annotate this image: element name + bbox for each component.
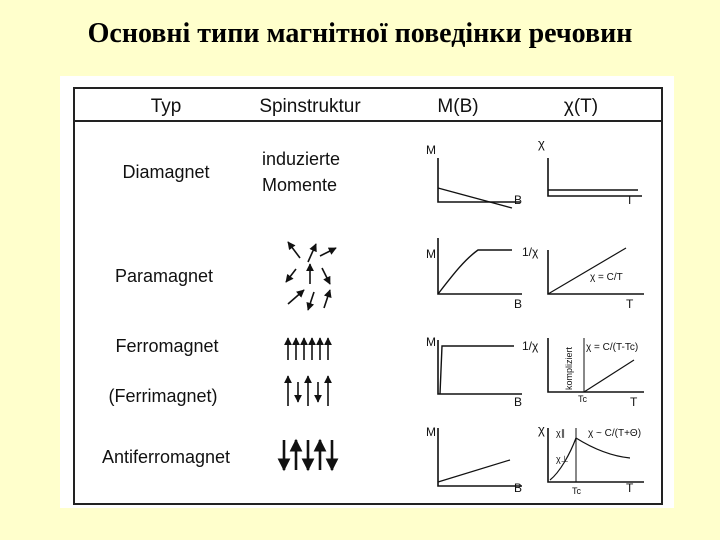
plot-curve [438,250,512,294]
antiferromagnet-spin-arrows [284,440,332,470]
axis-label-t: T [626,481,634,495]
ferromagnet-spin-arrows [288,338,328,360]
axis-label-m: M [426,143,436,157]
paramagnet-chit-plot [522,245,644,311]
spin-arrow [308,292,314,310]
ferrimagnet-spin-arrows [288,376,328,406]
spin-induced-line1: induzierte [262,149,341,169]
header-typ: Typ [150,96,182,117]
curie-weiss-curve [576,438,630,458]
antiferromagnet-mb-plot [426,425,522,495]
kompliziert-label: kompliziert [564,346,574,390]
tc-label: Tc [572,486,581,496]
axis-label-inv-chi: 1/χ [522,245,539,259]
spin-arrow [320,248,336,256]
header-chit: χ(T) [563,96,599,117]
header-spinstruktur: Spinstruktur [259,96,361,117]
axis-label-b: B [514,481,523,495]
axis-label-t: T [626,193,634,207]
type-diamagnet: Diamagnet [122,162,210,182]
type-ferromagnet: Ferromagnet [115,336,219,356]
spin-arrow [322,268,330,284]
spin-arrow [288,290,304,304]
axis-label-m: M [426,425,436,439]
plot-curve [438,460,510,482]
axis-label-chi: χ [538,136,545,151]
paramagnet-spin-arrows [286,242,336,310]
axis-label-m: M [426,247,436,261]
type-ferrimagnet: (Ferrimagnet) [108,386,218,406]
plot-curve [438,188,512,208]
ferromagnet-mb-plot [426,335,522,409]
curie-weiss-label: χ = C/(T-Tc) [586,342,639,353]
type-antiferromagnet: Antiferromagnet [101,447,231,467]
header-mb: M(B) [437,96,479,117]
diamagnet-mb-plot [426,143,522,208]
plot-axes [438,340,522,394]
axis-label-b: B [514,297,523,311]
spin-arrow [288,242,300,258]
axis-label-chi: χ [538,422,545,437]
tc-label: Tc [578,394,587,404]
spin-arrow [324,290,330,308]
diamagnet-chit-plot [538,136,642,207]
axis-label-t: T [626,297,634,311]
spin-induced-line2: Momente [262,175,338,195]
slide-title: Основні типи магнітної поведінки речовин [87,18,633,49]
magnetism-table-svg [60,76,674,508]
axis-label-b: B [514,193,523,207]
axis-label-inv-chi: 1/χ [522,339,539,353]
spin-arrow [286,269,296,282]
spin-arrow [308,244,316,262]
chi-perp-label: χ⊥ [556,454,569,464]
plot-axes [438,238,522,294]
magnetism-table [60,76,674,508]
chi-par-label: χ∥ [556,428,566,438]
plot-axes [438,428,522,486]
type-paramagnet: Paramagnet [114,266,214,286]
table-border [74,88,662,504]
plot-curve [440,346,514,394]
axis-label-m: M [426,335,436,349]
paramagnet-mb-plot [426,238,522,311]
antiferro-law-label: χ ~ C/(T+Θ) [588,428,642,439]
plot-curve [584,360,634,392]
plot-curve [548,248,626,294]
plot-axes [438,158,520,202]
antiferromagnet-chit-plot [538,422,644,496]
ferromagnet-chit-plot [522,338,644,409]
axis-label-t: T [630,395,638,409]
curie-law-label: χ = C/T [590,272,623,283]
axis-label-b: B [514,395,523,409]
